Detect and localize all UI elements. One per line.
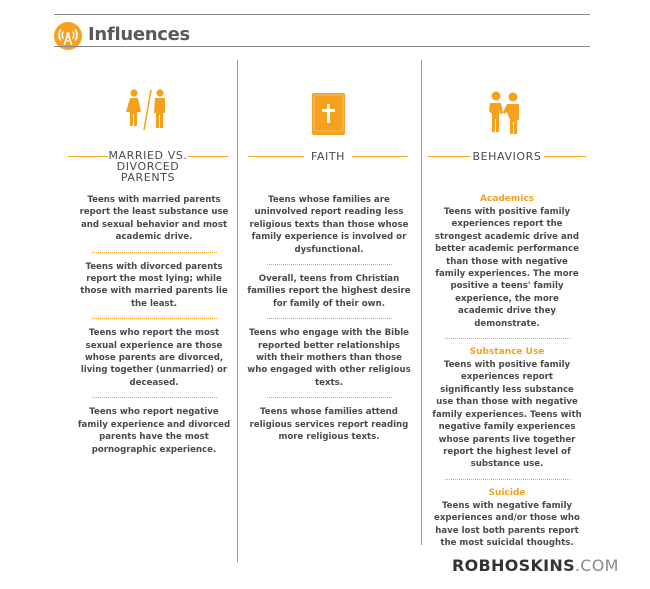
brand-wordmark: [452, 556, 619, 575]
heading-rule: [68, 156, 108, 157]
finding-text: Teens whose families are uninvolved report reading less religious texts than those whose family experience is involved or dysfunctional.: [249, 195, 409, 255]
dotted-separator: [92, 397, 217, 398]
heading-behaviors: BEHAVIORS: [472, 150, 542, 163]
finding-text: Teens who report the most sexual experience are those whose parents are divorced, living together (unmarried) or deceased.: [80, 328, 228, 388]
dotted-separator: [92, 252, 217, 253]
finding-text: Teens who report negative family experience and divorced parents have the most pornographic experience.: [77, 407, 231, 455]
column-behaviors: [432, 194, 582, 549]
subtitle-suicide: Suicide: [488, 487, 526, 498]
finding-text: Teens whose families attend religious services report reading more religious texts.: [249, 407, 409, 443]
top-rule: [54, 14, 590, 15]
heading-line: DIVORCED: [116, 160, 180, 173]
finding-text: Teens with divorced parents report the most lying; while those with married parents lie the least.: [80, 261, 228, 309]
finding-text: Teens with positive family experiences report significantly less substance use than those with negative family experiences. Teens with negative family experiences whose parents live together report the highest level of substance use.: [432, 360, 582, 470]
dotted-separator: [92, 318, 217, 319]
heading-rule: [428, 156, 470, 157]
heading-rule: [188, 156, 228, 157]
column-divider: [237, 60, 238, 562]
subtitle-substance-use: Substance Use: [469, 347, 545, 358]
heading-line: PARENTS: [120, 171, 176, 184]
man-woman-divider-icon: [124, 88, 170, 136]
heading-line: MARRIED VS.: [108, 149, 188, 162]
heading-faith: FAITH: [310, 150, 346, 163]
subtitle-academics: Academics: [479, 194, 535, 204]
dotted-separator: [267, 318, 392, 319]
header-rule: [54, 46, 590, 47]
two-people-whispering-icon: [487, 90, 525, 140]
bible-icon: [311, 92, 347, 140]
heading-rule: [352, 156, 408, 157]
column-married-vs-divorced: [74, 194, 234, 456]
heading-rule: [544, 156, 586, 157]
finding-text: Overall, teens from Christian families report the highest desire for family of their own.: [247, 274, 411, 309]
finding-text: Teens with married parents report the least substance use and sexual behavior and most academic drive.: [79, 195, 229, 243]
finding-text: Teens with negative family experiences and/or those who have lost both parents report the most suicidal thoughts.: [434, 500, 580, 548]
dotted-separator: [267, 397, 392, 398]
dotted-separator: [267, 264, 392, 265]
dotted-separator: [445, 479, 570, 480]
heading-rule: [248, 156, 304, 157]
heading-married-vs-divorced: [108, 150, 188, 183]
brand-part: ROB: [452, 556, 492, 575]
finding-text: Teens who engage with the Bible reported better relationships with their mothers than those who engaged with other religious texts.: [247, 328, 411, 388]
column-faith: [246, 194, 412, 444]
brand-part: .COM: [574, 556, 619, 575]
page-title: Influences: [88, 24, 190, 45]
finding-text: Teens with positive family experiences report the strongest academic drive and better academic performance than those with negative family experiences. The more positive a teens' family experience, the more academic drive they demonstrate.: [434, 207, 580, 329]
brand-part: HOSKINS: [491, 556, 575, 575]
dotted-separator: [445, 338, 570, 339]
column-divider: [421, 60, 422, 545]
